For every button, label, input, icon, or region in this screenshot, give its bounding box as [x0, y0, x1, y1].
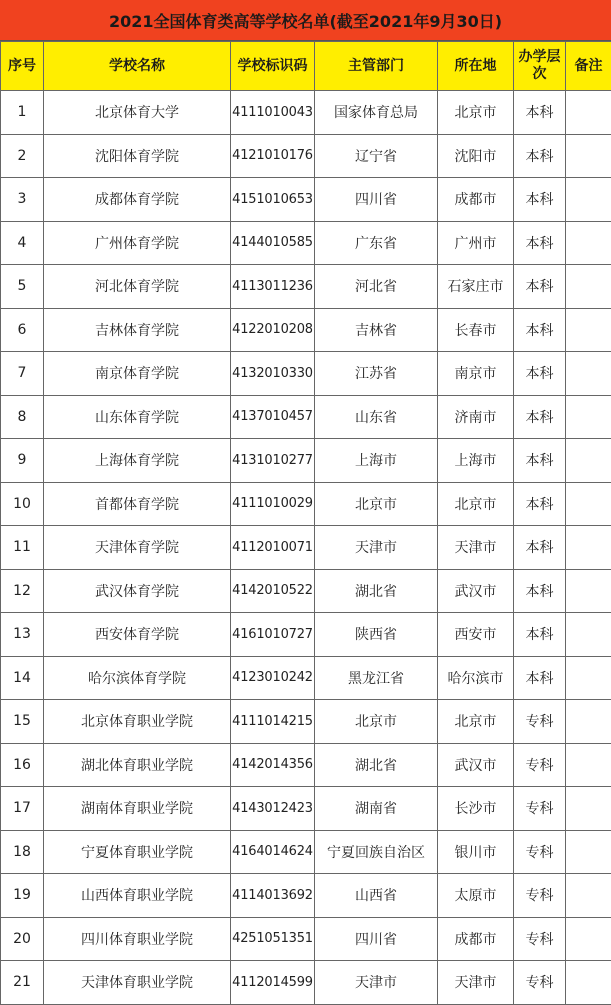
- cell-level: 本科: [514, 569, 566, 613]
- cell-remarks: [566, 91, 611, 135]
- cell-school-name: 湖北体育职业学院: [44, 743, 231, 787]
- table-row: [1, 656, 611, 700]
- table-row: [1, 91, 611, 135]
- cell-remarks: [566, 526, 611, 570]
- cell-level: 专科: [514, 961, 566, 1005]
- school-table: [0, 41, 611, 1005]
- cell-index: 12: [1, 569, 44, 613]
- table-row: [1, 613, 611, 657]
- table-row: [1, 134, 611, 178]
- cell-location: 武汉市: [438, 743, 514, 787]
- cell-department: 河北省: [315, 265, 438, 309]
- table-row: [1, 787, 611, 831]
- cell-level: 本科: [514, 134, 566, 178]
- cell-department: 湖南省: [315, 787, 438, 831]
- cell-school-code: 4121010176: [231, 134, 315, 178]
- cell-remarks: [566, 917, 611, 961]
- table-row: [1, 917, 611, 961]
- cell-school-code: 4132010330: [231, 352, 315, 396]
- cell-index: 16: [1, 743, 44, 787]
- cell-department: 四川省: [315, 178, 438, 222]
- cell-department: 湖北省: [315, 743, 438, 787]
- cell-school-code: 4137010457: [231, 395, 315, 439]
- header-level: 办学层次: [514, 42, 566, 91]
- cell-department: 北京市: [315, 482, 438, 526]
- table-row: [1, 395, 611, 439]
- cell-school-code: 4131010277: [231, 439, 315, 483]
- cell-school-name: 山东体育学院: [44, 395, 231, 439]
- cell-location: 哈尔滨市: [438, 656, 514, 700]
- table-row: [1, 569, 611, 613]
- cell-level: 专科: [514, 874, 566, 918]
- cell-remarks: [566, 613, 611, 657]
- cell-school-name: 沈阳体育学院: [44, 134, 231, 178]
- cell-remarks: [566, 743, 611, 787]
- cell-index: 8: [1, 395, 44, 439]
- cell-school-code: 4142014356: [231, 743, 315, 787]
- cell-location: 天津市: [438, 961, 514, 1005]
- cell-department: 天津市: [315, 526, 438, 570]
- cell-location: 天津市: [438, 526, 514, 570]
- table-row: [1, 743, 611, 787]
- cell-location: 广州市: [438, 221, 514, 265]
- cell-index: 17: [1, 787, 44, 831]
- cell-remarks: [566, 134, 611, 178]
- cell-remarks: [566, 656, 611, 700]
- cell-school-name: 广州体育学院: [44, 221, 231, 265]
- header-row: [1, 42, 611, 91]
- cell-level: 本科: [514, 526, 566, 570]
- cell-school-code: 4114013692: [231, 874, 315, 918]
- cell-remarks: [566, 700, 611, 744]
- table-row: [1, 874, 611, 918]
- cell-department: 辽宁省: [315, 134, 438, 178]
- cell-location: 北京市: [438, 700, 514, 744]
- cell-location: 济南市: [438, 395, 514, 439]
- cell-remarks: [566, 221, 611, 265]
- cell-index: 11: [1, 526, 44, 570]
- cell-location: 南京市: [438, 352, 514, 396]
- table-row: [1, 961, 611, 1005]
- cell-school-code: 4164014624: [231, 830, 315, 874]
- cell-department: 山西省: [315, 874, 438, 918]
- cell-level: 本科: [514, 656, 566, 700]
- cell-school-name: 山西体育职业学院: [44, 874, 231, 918]
- header-remarks: 备注: [566, 42, 611, 91]
- cell-remarks: [566, 265, 611, 309]
- cell-location: 北京市: [438, 482, 514, 526]
- cell-school-code: 4123010242: [231, 656, 315, 700]
- cell-index: 5: [1, 265, 44, 309]
- cell-level: 本科: [514, 265, 566, 309]
- cell-level: 本科: [514, 613, 566, 657]
- cell-department: 湖北省: [315, 569, 438, 613]
- cell-index: 20: [1, 917, 44, 961]
- cell-index: 1: [1, 91, 44, 135]
- cell-level: 本科: [514, 91, 566, 135]
- cell-level: 专科: [514, 830, 566, 874]
- cell-level: 本科: [514, 308, 566, 352]
- cell-location: 成都市: [438, 178, 514, 222]
- cell-school-code: 4143012423: [231, 787, 315, 831]
- cell-index: 19: [1, 874, 44, 918]
- table-row: [1, 352, 611, 396]
- cell-level: 本科: [514, 482, 566, 526]
- cell-department: 国家体育总局: [315, 91, 438, 135]
- cell-school-code: 4111014215: [231, 700, 315, 744]
- cell-department: 天津市: [315, 961, 438, 1005]
- cell-remarks: [566, 439, 611, 483]
- table-row: [1, 178, 611, 222]
- table-row: [1, 482, 611, 526]
- cell-school-code: 4112010071: [231, 526, 315, 570]
- cell-school-code: 4111010029: [231, 482, 315, 526]
- cell-department: 江苏省: [315, 352, 438, 396]
- cell-index: 7: [1, 352, 44, 396]
- header-index: 序号: [1, 42, 44, 91]
- cell-location: 成都市: [438, 917, 514, 961]
- header-school-code: 学校标识码: [231, 42, 315, 91]
- cell-index: 21: [1, 961, 44, 1005]
- cell-school-name: 湖南体育职业学院: [44, 787, 231, 831]
- cell-index: 14: [1, 656, 44, 700]
- cell-school-name: 武汉体育学院: [44, 569, 231, 613]
- cell-department: 陕西省: [315, 613, 438, 657]
- cell-school-code: 4144010585: [231, 221, 315, 265]
- cell-index: 10: [1, 482, 44, 526]
- cell-school-code: 4122010208: [231, 308, 315, 352]
- cell-index: 6: [1, 308, 44, 352]
- table-body: [1, 91, 611, 1005]
- cell-school-name: 哈尔滨体育学院: [44, 656, 231, 700]
- table-row: [1, 308, 611, 352]
- cell-school-name: 北京体育职业学院: [44, 700, 231, 744]
- table-row: [1, 221, 611, 265]
- cell-department: 广东省: [315, 221, 438, 265]
- cell-level: 专科: [514, 700, 566, 744]
- cell-department: 吉林省: [315, 308, 438, 352]
- header-location: 所在地: [438, 42, 514, 91]
- cell-remarks: [566, 874, 611, 918]
- cell-remarks: [566, 178, 611, 222]
- cell-school-name: 成都体育学院: [44, 178, 231, 222]
- cell-school-name: 河北体育学院: [44, 265, 231, 309]
- cell-department: 北京市: [315, 700, 438, 744]
- cell-school-name: 南京体育学院: [44, 352, 231, 396]
- cell-school-name: 天津体育职业学院: [44, 961, 231, 1005]
- table-row: [1, 830, 611, 874]
- cell-remarks: [566, 395, 611, 439]
- cell-school-code: 4142010522: [231, 569, 315, 613]
- cell-school-name: 上海体育学院: [44, 439, 231, 483]
- cell-index: 13: [1, 613, 44, 657]
- cell-remarks: [566, 352, 611, 396]
- cell-index: 15: [1, 700, 44, 744]
- cell-remarks: [566, 787, 611, 831]
- cell-location: 太原市: [438, 874, 514, 918]
- cell-school-name: 北京体育大学: [44, 91, 231, 135]
- table-row: [1, 700, 611, 744]
- cell-school-name: 宁夏体育职业学院: [44, 830, 231, 874]
- cell-location: 西安市: [438, 613, 514, 657]
- cell-location: 银川市: [438, 830, 514, 874]
- cell-school-code: 4161010727: [231, 613, 315, 657]
- cell-remarks: [566, 961, 611, 1005]
- cell-school-code: 4112014599: [231, 961, 315, 1005]
- cell-level: 专科: [514, 743, 566, 787]
- cell-level: 专科: [514, 917, 566, 961]
- cell-location: 石家庄市: [438, 265, 514, 309]
- cell-school-code: 4111010043: [231, 91, 315, 135]
- cell-school-name: 西安体育学院: [44, 613, 231, 657]
- cell-school-code: 4151010653: [231, 178, 315, 222]
- cell-remarks: [566, 482, 611, 526]
- cell-location: 长沙市: [438, 787, 514, 831]
- cell-school-name: 天津体育学院: [44, 526, 231, 570]
- cell-index: 3: [1, 178, 44, 222]
- table-row: [1, 265, 611, 309]
- cell-school-code: 4113011236: [231, 265, 315, 309]
- cell-level: 本科: [514, 221, 566, 265]
- cell-index: 2: [1, 134, 44, 178]
- cell-department: 黑龙江省: [315, 656, 438, 700]
- sheet-title: 2021全国体育类高等学校名单(截至2021年9月30日): [0, 0, 611, 41]
- cell-index: 18: [1, 830, 44, 874]
- cell-remarks: [566, 569, 611, 613]
- cell-location: 长春市: [438, 308, 514, 352]
- header-school-name: 学校名称: [44, 42, 231, 91]
- cell-department: 山东省: [315, 395, 438, 439]
- cell-school-code: 4251051351: [231, 917, 315, 961]
- cell-level: 本科: [514, 395, 566, 439]
- cell-location: 上海市: [438, 439, 514, 483]
- cell-index: 9: [1, 439, 44, 483]
- cell-remarks: [566, 830, 611, 874]
- cell-level: 本科: [514, 352, 566, 396]
- cell-level: 本科: [514, 178, 566, 222]
- cell-remarks: [566, 308, 611, 352]
- cell-index: 4: [1, 221, 44, 265]
- cell-department: 宁夏回族自治区: [315, 830, 438, 874]
- cell-level: 专科: [514, 787, 566, 831]
- cell-school-name: 吉林体育学院: [44, 308, 231, 352]
- table-row: [1, 439, 611, 483]
- cell-department: 上海市: [315, 439, 438, 483]
- header-department: 主管部门: [315, 42, 438, 91]
- cell-location: 武汉市: [438, 569, 514, 613]
- cell-school-name: 四川体育职业学院: [44, 917, 231, 961]
- cell-department: 四川省: [315, 917, 438, 961]
- cell-location: 北京市: [438, 91, 514, 135]
- cell-school-name: 首都体育学院: [44, 482, 231, 526]
- table-row: [1, 526, 611, 570]
- cell-location: 沈阳市: [438, 134, 514, 178]
- cell-level: 本科: [514, 439, 566, 483]
